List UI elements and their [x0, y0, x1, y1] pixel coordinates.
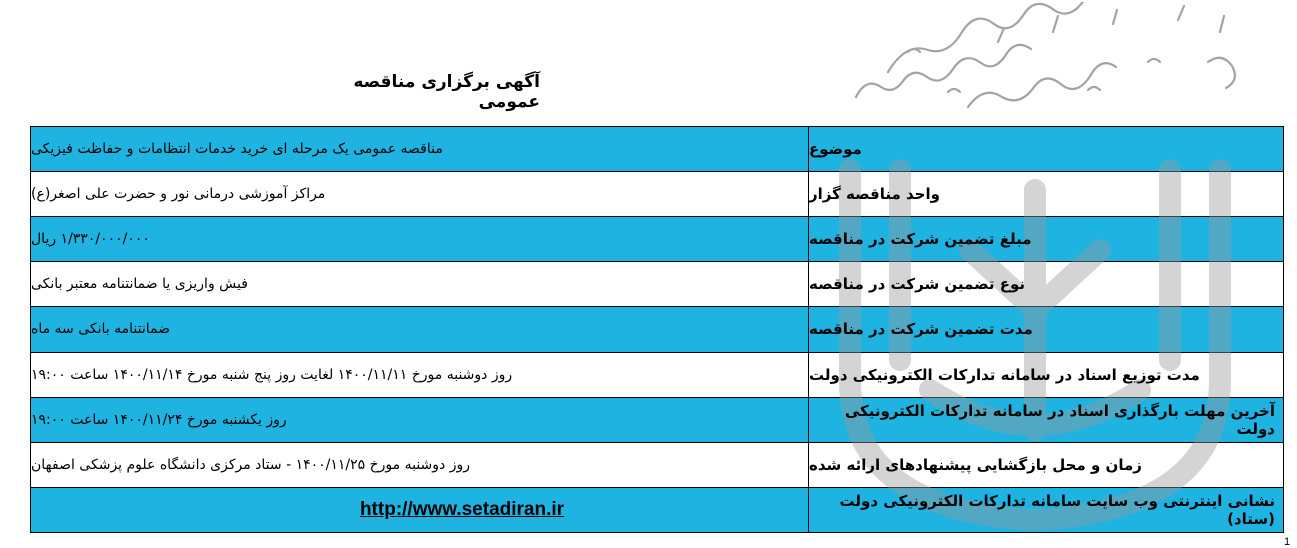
table-row-upload-deadline	[31, 397, 1283, 442]
table-cell-value: روز یکشنبه مورخ ۱۴۰۰/۱۱/۲۴ ساعت ۱۹:۰۰	[31, 398, 809, 442]
table-cell-value: ضمانتنامه بانکی سه ماه	[31, 307, 809, 351]
table-row-website	[31, 487, 1283, 532]
table-row-opening-time	[31, 442, 1283, 487]
table-cell-value: مراکز آموزشی درمانی نور و حضرت علی اصغر(ع)	[31, 172, 809, 216]
table-cell-value: مناقصه عمومی یک مرحله ای خرید خدمات انتظامات و حفاظت فیزیکی	[31, 127, 809, 171]
table-row-guarantee-duration	[31, 306, 1283, 351]
table-row-guarantee-type	[31, 261, 1283, 306]
table-cell-label: نوع تضمین شرکت در مناقصه	[809, 275, 1026, 294]
table-cell-label: مدت توزیع اسناد در سامانه تدارکات الکترونیکی دولت	[809, 365, 1200, 384]
table-cell-label: زمان و محل بازگشایی پیشنهادهای ارائه شده	[809, 455, 1142, 474]
table-cell-label: آخرین مهلت بارگذاری اسناد در سامانه تدارکات الکترونیکی دولت	[844, 401, 1275, 438]
table-row-document-distribution	[31, 352, 1283, 397]
university-logo-calligraphy	[848, 2, 1248, 120]
page-title: آگهی برگزاری مناقصه عمومی	[353, 72, 540, 112]
setadiran-link[interactable]: http://www.setadiran.ir	[359, 498, 565, 520]
page-number: 1	[1284, 536, 1291, 548]
table-cell-label: موضوع	[809, 140, 862, 159]
table-cell-label: مدت تضمین شرکت در مناقصه	[809, 320, 1033, 339]
table-row-tender-unit	[31, 171, 1283, 216]
table-cell-value	[31, 488, 809, 532]
table-cell-value: ۱/۳۳۰/۰۰۰/۰۰۰ ریال	[31, 217, 809, 261]
table-cell-label: نشانی اینترنتی وب سایت سامانه تدارکات الکترونیکی دولت (ستاد)	[839, 491, 1275, 528]
table-cell-value: روز دوشنبه مورخ ۱۴۰۰/۱۱/۲۵ - ستاد مرکزی دانشگاه علوم پزشکی اصفهان	[31, 443, 809, 487]
table-cell-label: واحد مناقصه گزار	[809, 185, 940, 204]
table-row-guarantee-amount	[31, 216, 1283, 261]
table-cell-label: مبلغ تضمین شرکت در مناقصه	[809, 230, 1032, 249]
table-cell-value: روز دوشنبه مورخ ۱۴۰۰/۱۱/۱۱ لغایت روز پنج شنبه مورخ ۱۴۰۰/۱۱/۱۴ ساعت ۱۹:۰۰	[31, 353, 809, 397]
table-cell-value: فیش واریزی یا ضمانتنامه معتبر بانکی	[31, 262, 809, 306]
table-row-subject	[31, 127, 1283, 171]
tender-info-table	[30, 126, 1284, 533]
